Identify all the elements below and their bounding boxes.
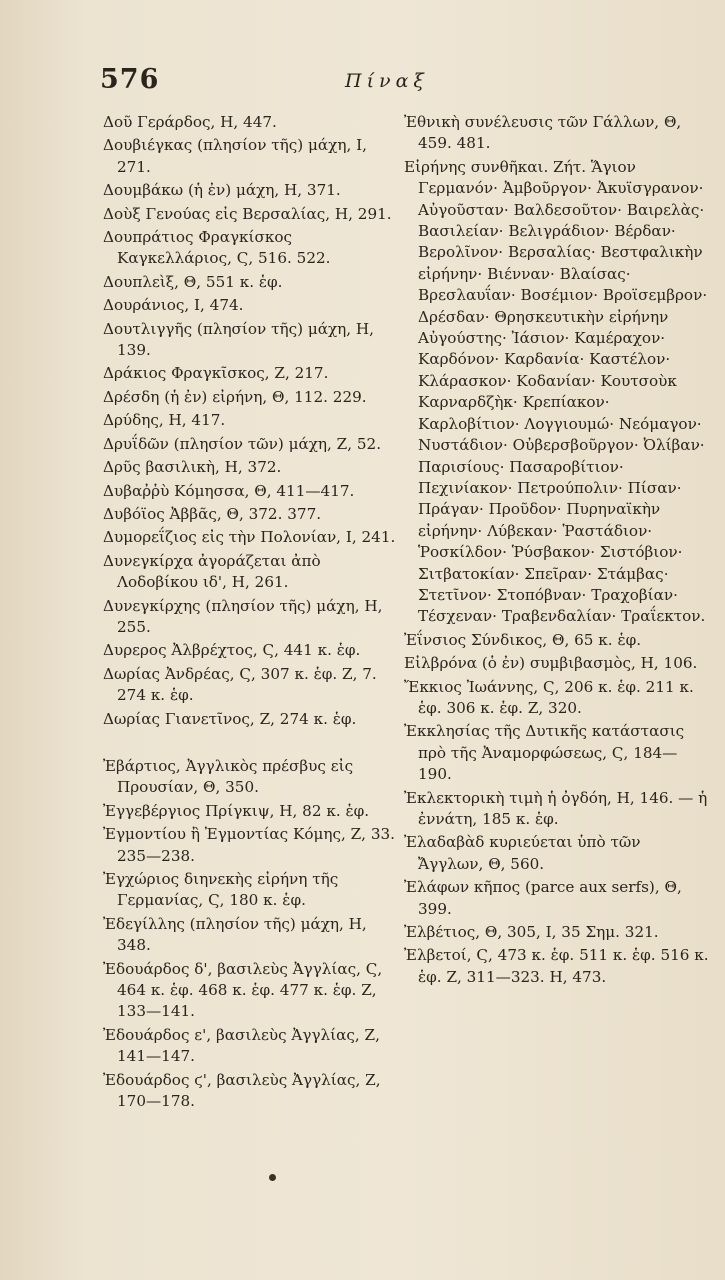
index-group-epsilon xyxy=(103,756,403,1113)
index-entry: Ἐλαδαβὰδ κυριεύεται ὑπὸ τῶν Ἄγγλων, Θ, 560. xyxy=(404,833,641,873)
index-entry: Δουπλεὶξ, Θ, 551 κ. ἑφ. xyxy=(103,272,283,291)
index-entry: Ἐγχώριος διηνεκὴς εἰρήνη τῆς Γερμανίας, Ϛ, 180 κ. ἑφ. xyxy=(103,870,339,910)
ornament-dot xyxy=(269,1174,276,1181)
index-entry: Δωρίας Ἀνδρέας, Ϛ, 307 κ. ἑφ. Ζ, 7. 274 κ. ἑφ. xyxy=(103,664,377,705)
index-entry: Δυμορεΐζιος εἰς τὴν Πολονίαν, Ι, 241. xyxy=(103,528,396,547)
index-group-epsilon-continued xyxy=(404,112,709,988)
index-entry: Δράκιος Φραγκῖσκος, Ζ, 217. xyxy=(103,364,329,383)
index-entry: Ἐκκλησίας τῆς Δυτικῆς κατάστασις πρὸ τῆς Ἀναμορφώσεως, Ϛ, 184—190. xyxy=(404,722,685,784)
index-entry: Ἐδουάρδος ε', βασιλεὺς Ἀγγλίας, Ζ, 141—147. xyxy=(103,1025,380,1066)
index-entry: Δρῦς βασιλικὴ, Η, 372. xyxy=(103,458,282,477)
index-entry: Ἐγγεβέργιος Πρίγκιψ, Η, 82 κ. ἑφ. xyxy=(103,801,370,820)
index-entry: Ἔκκιος Ἰωάννης, Ϛ, 206 κ. ἑφ. 211 κ. ἑφ. 306 κ. ἑφ. Ζ, 320. xyxy=(404,677,694,717)
index-entry: Ἐδουάρδος δ', βασιλεὺς Ἀγγλίας, Ϛ, 464 κ. ἑφ. 468 κ. ἑφ. 477 κ. ἑφ. Ζ, 133—141. xyxy=(103,959,383,1021)
page-number: 576 xyxy=(100,64,160,95)
index-entry: Δυνεγκίρχα ἀγοράζεται ἀπὸ Λοδοβίκου ιδ', Η, 261. xyxy=(103,551,321,592)
index-entry: Δουμβάκω (ἡ ἐν) μάχη, Η, 371. xyxy=(103,181,341,200)
index-entry: Ἐθνικὴ συνέλευσις τῶν Γάλλων, Θ, 459. 481. xyxy=(404,113,682,153)
index-entry: Δυβαῤῥὺ Κόμησσα, Θ, 411—417. xyxy=(103,481,355,500)
running-head: Πίναξ xyxy=(345,70,429,92)
index-entry: Δυρερος Ἀλβρέχτος, Ϛ, 441 κ. ἑφ. xyxy=(103,641,361,660)
index-entry: Ἐδουάρδος ϛ', βασιλεὺς Ἀγγλίας, Ζ, 170—178. xyxy=(103,1070,381,1111)
group-separator xyxy=(103,732,403,756)
index-column-left xyxy=(103,112,403,1114)
index-entry: Ἐλβέτιος, Θ, 305, Ι, 35 Σημ. 321. xyxy=(404,923,659,942)
index-entry: Δουράνιος, Ι, 474. xyxy=(103,296,244,315)
index-entry: Ἐΐνσιος Σύνδικος, Θ, 65 κ. ἑφ. xyxy=(404,630,642,649)
index-entry: Ἐγμοντίου ἢ Ἐγμοντίας Κόμης, Ζ, 33. 235—238. xyxy=(103,825,395,865)
index-entry: Δυνεγκίρχης (πλησίον τῆς) μάχη, Η, 255. xyxy=(103,596,383,636)
index-entry: Δυβόϊος Ἀββᾶς, Θ, 372. 377. xyxy=(103,504,322,523)
index-entry: Εἰρήνης συνθῆκαι. Ζήτ. Ἅγιον Γερμανόν· Ἀμβοῦργον· Ἀκυϊσγρανον· Αὐγοῦσταν· Βαλδεσοῦτον· Βαιρελὰς· Βασιλείαν· Βελιγράδιον· Βέρδαν· Βερολῖνον· Βερσαλίας· Βεστφαλικὴν εἰρήνην· Βιένναν· Βλαίσας· Βρεσλαυΐαν· Βοσέμιον· Βροϊσεμβρον· Δρέσδαν· Θρησκευτικὴν εἰρήνην Αὐγούστης· Ἰάσιον· Καμέραχον· Καρδόνον· Καρδανία· Καστέλον· Κλάρασκον· Κοδανίαν· Κουτσοὺκ Καρναρδζὴκ· Κρεπίακον· Καρλοβίτιον· Λογγιουμώ· Νεόμαγον· Νυστάδιον· Οὐβερσβοῦργον· Ὀλίβαν· Παρισίους· Πασαροβίτιον· Πεχινίακον· Πετρούπολιν· Πίσαν· Πράγαν· Προῦδον· Πυρηναϊκὴν εἰρήνην· Λύβεκαν· Ῥαστάδιον· Ῥοσκίλδον· Ῥύσβακον· Σιστόβιον· Σιτβατοκίαν· Σπεῖραν· Στάμβας· Στετῖνον· Στοπόβναν· Τραχοβίαν· Τέσχεναν· Τραβενδαλίαν· Τραΐεκτον. xyxy=(404,157,708,626)
index-entry: Ἐβάρτιος, Ἀγγλικὸς πρέσβυς εἰς Προυσίαν, Θ, 350. xyxy=(103,756,354,797)
index-entry: Δρύδης, Η, 417. xyxy=(103,411,226,430)
index-entry: Δρέσδη (ἡ ἐν) εἰρήνη, Θ, 112. 229. xyxy=(103,387,367,406)
index-entry: Δουβιέγκας (πλησίον τῆς) μάχη, Ι, 271. xyxy=(103,136,367,176)
index-group-delta xyxy=(103,112,403,730)
index-entry: Δρυΐδῶν (πλησίον τῶν) μάχη, Ζ, 52. xyxy=(103,434,382,453)
index-entry: Ἐδεγίλλης (πλησίον τῆς) μάχη, Η, 348. xyxy=(103,914,367,955)
index-entry: Δουπράτιος Φραγκίσκος Καγκελλάριος, Ϛ, 516. 522. xyxy=(103,228,331,268)
index-entry: Δοὺξ Γενούας εἰς Βερσαλίας, Η, 291. xyxy=(103,204,392,223)
index-entry: Ἐλβετοί, Ϛ, 473 κ. ἑφ. 511 κ. ἑφ. 516 κ. ἑφ. Ζ, 311—323. Η, 473. xyxy=(404,946,709,986)
index-entry: Δουτλιγγῆς (πλησίον τῆς) μάχη, Η, 139. xyxy=(103,319,374,360)
index-entry: Ἐκλεκτορικὴ τιμὴ ἡ ὀγδόη, Η, 146. — ἡ ἐννάτη, 185 κ. ἑφ. xyxy=(404,788,708,828)
index-entry: Δωρίας Γιανετῖνος, Ζ, 274 κ. ἑφ. xyxy=(103,709,357,728)
index-column-right xyxy=(404,112,709,990)
index-entry: Δοῦ Γεράρδος, Η, 447. xyxy=(103,113,277,131)
index-entry: Εἰλβρόνα (ὁ ἐν) συμβιβασμὸς, Η, 106. xyxy=(404,654,698,673)
index-entry: Ἐλάφων κῆπος (parce aux serfs), Θ, 399. xyxy=(404,878,682,918)
